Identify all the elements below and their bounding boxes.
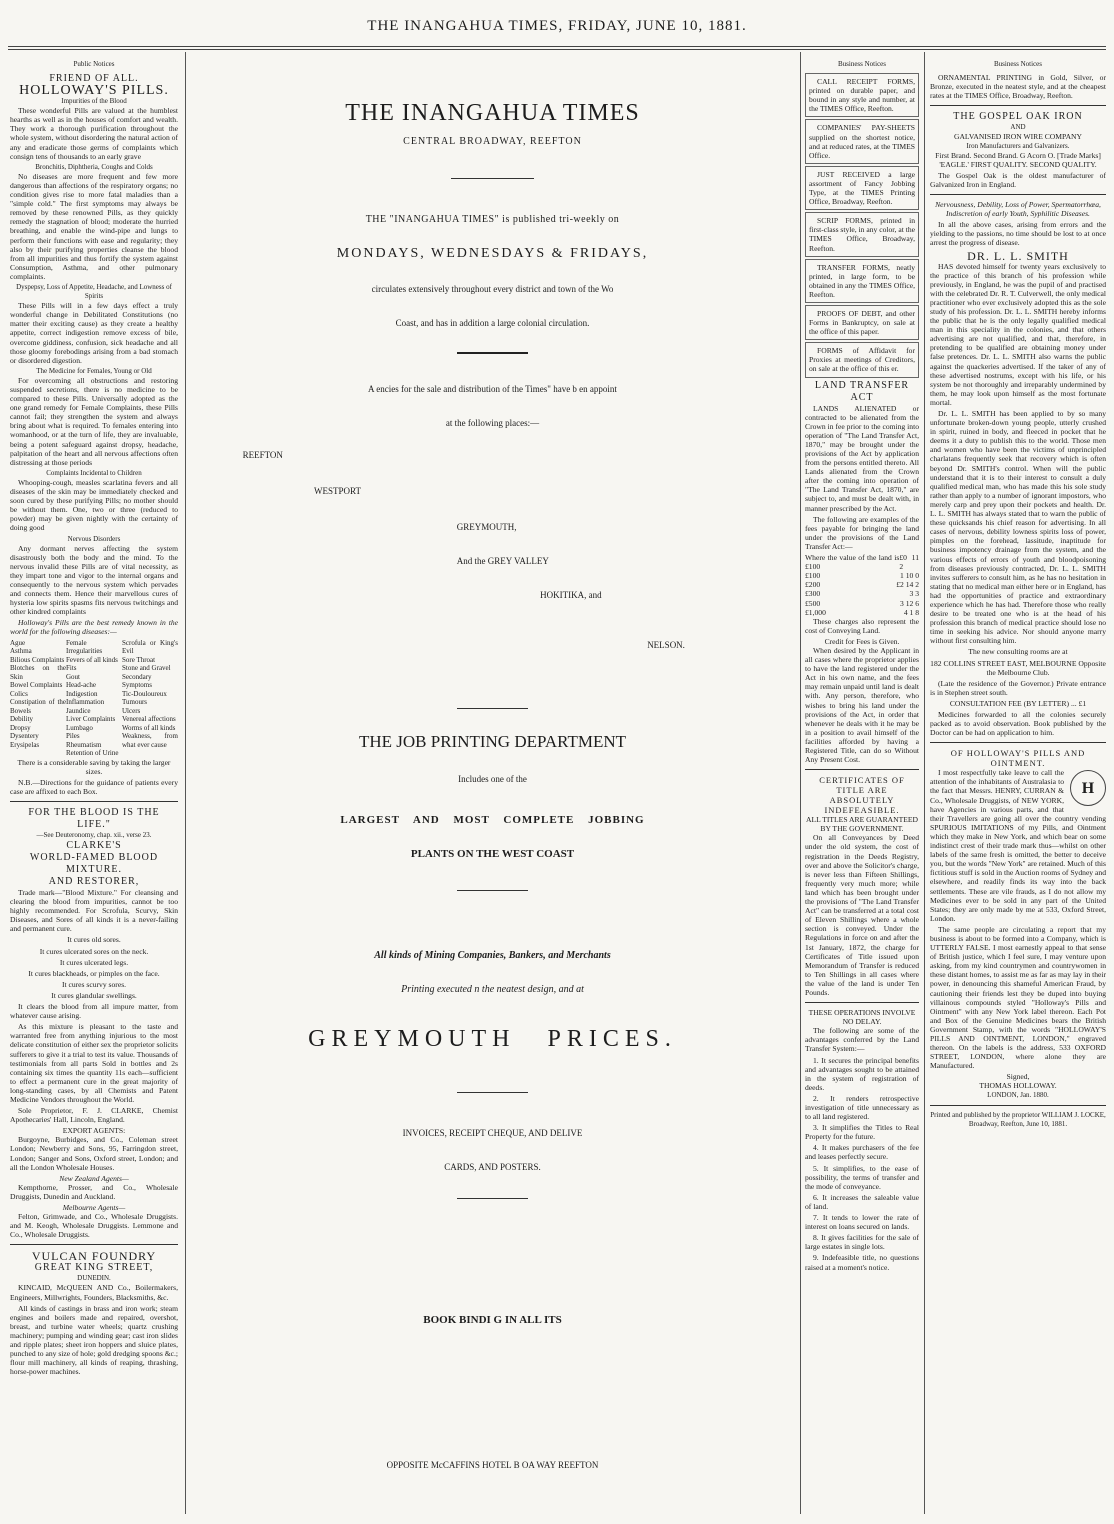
divider bbox=[10, 1244, 178, 1245]
disease-item: Bowel Complaints bbox=[10, 681, 63, 690]
advantage-item: 3. It simplifies the Titles to Real Property for the future. bbox=[805, 1123, 919, 1142]
coast-line: Coast, and has in addition a large colonial circulation. bbox=[395, 318, 590, 328]
holloway-warning bbox=[930, 768, 1106, 925]
fee-row: £300 3 3 bbox=[805, 589, 919, 599]
diseases-col-2 bbox=[66, 639, 122, 758]
certificates-heading: CERTIFICATES OF TITLE ARE ABSOLUTELY INDEFEASIBLE. bbox=[819, 775, 905, 816]
disease-item: Fevers of all kinds bbox=[66, 655, 118, 664]
disease-item: Indigestion bbox=[66, 689, 98, 698]
rooms-line: The new consulting rooms are at bbox=[968, 647, 1068, 657]
disease-item: Debility bbox=[10, 715, 33, 724]
vulcan-city: DUNEDIN. bbox=[77, 1274, 111, 1283]
late-line: (Late the residence of the Governor.) Private entrance is in Stephen street south. bbox=[930, 678, 1106, 697]
disease-item: Colics bbox=[10, 689, 28, 698]
paragraph: No diseases are more frequent and few more dangerous than affections of the respiratory organs; no condition gives rise to more fatal maladies than a "simple cold." The first symptoms may always be removed by these renowned Pills, as they quickly remedy the stagnation of blood; moderate the hurried breathing, and enable the wind-pipe and lungs to perform their functions with ease and regularity; they also by their purifying properties cleanse the blood from all impurities and thus fortify the system against Consumption, Asthma, and other pulmonary complaints. bbox=[10, 171, 178, 281]
cure-item: It cures ulcerated sores on the neck. bbox=[39, 946, 149, 956]
paragraph: The Gospel Oak is the oldest manufacturer of Galvanized Iron in England. bbox=[930, 170, 1106, 189]
disease-item: Worms of all kinds bbox=[122, 723, 176, 732]
advantage-item: 8. It gives facilities for the sale of large estates in single lots. bbox=[805, 1233, 919, 1252]
disease-item: Constipation of the Bowels bbox=[10, 698, 66, 715]
disease-item: Dysentery bbox=[10, 732, 39, 741]
type-notice: JUST RECEIVED a large assortment of Fancy Jobbing Type, at the TIMES Printing Office, Broadway, Reefton. bbox=[805, 166, 919, 210]
fee-row: £200 £2 14 2 bbox=[805, 580, 919, 590]
paragraph: Any dormant nerves affecting the system disastrously both the body and the mind. To the nervous invalid these Pills are of vital necessity, as they impart tone and vigor to the internal organs and consequently to the nervous system which pervades and connects them. Hence their marvellous cures of hysteria low spirits spasms fits nervous twitchings and other kindred complaints bbox=[10, 543, 178, 617]
saving-note: There is a considerable saving by taking the larger sizes. bbox=[17, 757, 171, 776]
paragraph: The following are examples of the fees payable for bringing the land under the provisions of the Land Transfer Act:— bbox=[805, 514, 919, 551]
paragraph: HAS devoted himself for twenty years exclusively to the practice of this branch of his profession while previously, in England, he was the pupil of and practised with the celebrated Dr. R. T. Culverwell, the only medical practitioner who ever exclusively adopted this as the sole study of his profession. Dr. L. L. SMITH hereby informs the public that he is the only legally qualified medical man in this speciality in the colonies, and that others advertising are not qualified, and that, therefore, in pretending to be qualified are obtaining money under false pretences. Dr. L. L. SMITH also warns the public against the quackeries advertised. If the taker of any of these advertised nostrums, except with his life, or his system be not thoroughly and irreparably undermined by them, he may look upon himself as the most fortunate mortal. bbox=[930, 261, 1106, 407]
advantage-item: 5. It simplifies, to the ease of possibility, the terms of transfer and the mode of conveyance. bbox=[805, 1163, 919, 1191]
column-heading: Business Notices bbox=[837, 60, 887, 68]
disease-item: Ulcers bbox=[122, 706, 141, 715]
disease-item: Tic-Douloureux bbox=[122, 689, 167, 698]
column-heading: Business Notices bbox=[993, 60, 1043, 68]
right-column bbox=[930, 60, 1106, 1510]
diseases-col-3 bbox=[122, 639, 178, 758]
melb-agents-heading: Melbourne Agents— bbox=[62, 1203, 126, 1212]
plants-line: PLANTS ON THE WEST COAST bbox=[410, 848, 575, 860]
friend-heading: FRIEND OF ALL. bbox=[49, 73, 139, 85]
paragraph: All kinds of castings in brass and iron work; steam engines and boilers made and repaired, overshot, breast, and turbine water wheels; quartz crushing machinery; pumping and winding gear; cast iron slides and ripple plates; sheet iron hoppers and sluice plates, punched to any size of hole; gold dredging spoons &c.; flour mill machinery, all kinds of reaping, thrashing, horse-power machines. bbox=[10, 1303, 178, 1377]
fee-row: Where the value of the land is £100 £0 11 2 bbox=[805, 553, 919, 572]
paragraph: Trade mark—"Blood Mixture." For cleansing and clearing the blood from impurities, cannot be too highly recommended. For Scrofula, Scurvy, Skin Diseases, and Sores of all kinds it is a never-failing and permanent cure. bbox=[10, 888, 178, 934]
advantage-item: 2. It renders retrospective investigation of title unnecessary as to all land registered. bbox=[805, 1093, 919, 1122]
place-item: REEFTON bbox=[242, 450, 283, 460]
paragraph: For overcoming all obstructions and restoring suspended secretions, there is no medicine to be compared to these Pills. Universally adopted as the one grand remedy for Female Complaints, these Pills cannot fail; they strengthen the system and always bring about what is required. To females entering into womanhood, or at the turn of life, they are invaluable, being a potent safeguard against dropsy, headache, palpitation of the heart and all nervous affections often distressing at those periods bbox=[10, 375, 178, 467]
advantage-item: 9. Indefeasible title, no questions raised at a moment's notice. bbox=[805, 1253, 919, 1272]
divider bbox=[457, 890, 528, 891]
imprint: Printed and published by the proprietor WILLIAM J. LOCKE, Broadway, Reefton, June 10, 1881. bbox=[930, 1110, 1106, 1128]
and-text: AND bbox=[1010, 123, 1026, 132]
nz-agents: Kempthorne, Prosser, and Co., Wholesale Druggists, Dunedin and Auckland. bbox=[10, 1182, 178, 1201]
clarke-heading: CLARKE'S bbox=[66, 840, 122, 851]
masthead-rule-2 bbox=[8, 49, 1106, 50]
paper-title: THE INANGAHUA TIMES bbox=[345, 100, 640, 126]
clarke-heading-2: WORLD-FAMED BLOOD MIXTURE. bbox=[29, 852, 159, 875]
export-heading: EXPORT AGENTS: bbox=[62, 1126, 126, 1136]
disease-item: Jaundice bbox=[66, 706, 91, 715]
disease-item: Gout bbox=[66, 672, 80, 681]
iron-text: Iron Manufacturers and Galvanizers. bbox=[966, 141, 1070, 150]
fee-row: £1,000 4 1 8 bbox=[805, 607, 919, 617]
circulation-line: circulates extensively throughout every district and town of the Wo bbox=[371, 284, 614, 294]
paragraph: Dr. L. L. SMITH has been applied to by so many unfortunate broken-down young people, utterly crushed in spirit, ruined in body, and fleeced in pocket that he deems it a duty to publish this to the world. Those men and women who have been the victims of unprincipled charlatans frequently seek that recovery which is often beyond Dr. SMITH's control. When will the public understand that it is to their interest to consult a duly qualified medical man, who has made this his sole study rather than apply to a number of ignorant impostors, who merely carp and prey upon their pockets and health. Dr. L. L. SMITH has always stated that to warn the public of these quicksands his chief reason for advertising. In all cases of nervous, debility lowness spirits loss of power, pimples on the forehead, lassitude, inaptitude for business impotency drainage from the system, and the various effects of errors of youth and bloodpoisoning from diseases previously contracted, Dr. L. L. SMITH invites sufferers to consult him, as he has no hesitation in stating that no medical man either here or in England, has had the opportunities of practice and extraordinary experience which he has had. Therefore those who really desire to be treated one who is at the head of his profession this branch of medical practice should lose no time in seeking his advice. Nor should anyone marry without first consulting him. bbox=[930, 409, 1106, 646]
fee-line: CONSULTATION FEE (BY LETTER) ... £1 bbox=[949, 698, 1087, 708]
paragraph: When desired by the Applicant in all cases where the proprietor applies to have the land registered under the Act in his own name, and the fees may remain unpaid until land is dealt with. Any person, therefore, who wishes to bring his land under the provisions of the Act, in order that whenever he deals with it he may be in a position to avail himself of the facilities afforded by having a Registered Title, can do so Without Any Present Cost. bbox=[805, 645, 919, 765]
affidavit-notice: FORMS of Affidavit for Proxies at meetings of Creditors, on sale at the office of this er. bbox=[805, 342, 919, 377]
blood-life-heading: FOR THE BLOOD IS THE LIFE." bbox=[28, 806, 160, 830]
advantage-item: 1. It secures the principal benefits and advantages sought to be attained in the system of registration of deeds. bbox=[805, 1055, 919, 1092]
call-receipt-notice: CALL RECEIPT FORMS, printed on durable paper, and bound in any style and number, at the TIMES Office, Reefton. bbox=[805, 73, 919, 117]
ornamental-notice: ORNAMENTAL PRINTING in Gold, Silver, or Bronze, executed in the neatest style, and at the cheapest rates at the TIMES Office, Broadway, Reefton. bbox=[930, 73, 1106, 101]
cure-item: It cures ulcerated legs. bbox=[59, 957, 129, 967]
operations-heading: THESE OPERATIONS INVOLVE NO DELAY. bbox=[808, 1008, 916, 1027]
kincaid: KINCAID, McQUEEN AND Co., Boilermakers, Engineers, Millwrights, Founders, Blacksmiths, &c. bbox=[10, 1283, 178, 1302]
fees-note: These charges also represent the cost of Conveying Land. bbox=[805, 616, 919, 635]
divider bbox=[457, 352, 528, 354]
column-divider bbox=[924, 52, 925, 1514]
disease-item: Fits bbox=[66, 664, 77, 673]
subheading: The Medicine for Females, Young or Old bbox=[36, 366, 152, 375]
disease-item: Venereal affections bbox=[122, 715, 176, 724]
disease-item: Lumbago bbox=[66, 723, 93, 732]
brands-text: First Brand. Second Brand. G Acorn O. [Trade Marks] 'EAGLE.' FIRST QUALITY. SECOND QUALITY. bbox=[935, 150, 1101, 169]
neatest-line: Printing executed n the neatest design, and at bbox=[401, 984, 584, 995]
fee-row: £500 3 12 6 bbox=[805, 598, 919, 608]
place-item: NELSON. bbox=[647, 640, 685, 650]
cure-item: It cures old sores. bbox=[67, 935, 121, 945]
divider bbox=[451, 178, 534, 179]
diseases-list bbox=[10, 639, 178, 758]
nb-note: N.B.—Directions for the guidance of patients every case are affixed to each Box. bbox=[10, 777, 178, 796]
divider bbox=[930, 194, 1106, 195]
disease-item: Rheumatism bbox=[66, 740, 102, 749]
subheading: Complaints Incidental to Children bbox=[46, 468, 142, 477]
mining-line: All kinds of Mining Companies, Bankers, and Merchants bbox=[374, 950, 611, 961]
paragraph: In all the above cases, arising from errors and the yielding to the passions, no time should be lost to at once arrest the progress of disease. bbox=[930, 220, 1106, 248]
disease-item: Scrofula or King's Evil bbox=[122, 638, 178, 656]
disease-item: Ague bbox=[10, 638, 26, 647]
subheading: Impurities of the Blood bbox=[61, 97, 127, 106]
agents: Burgoyne, Burbidges, and Co., Coleman street London; Newberry and Sons, 95, Farringdon street, London; Sanger and Sons, Oxford street, London; and all the London Wholesale Houses. bbox=[10, 1135, 178, 1172]
disease-item: Retention of Urine bbox=[66, 749, 119, 758]
galvanised-heading: GALVANISED IRON WIRE COMPANY bbox=[953, 132, 1083, 142]
transfer-forms-notice: TRANSFER FORMS, neatly printed, in large form, to be obtained in any the TIMES Office, Reefton. bbox=[805, 259, 919, 303]
advantage-item: 7. It tends to lower the rate of interest on loans secured on lands. bbox=[805, 1213, 919, 1232]
smith-heading: DR. L. L. SMITH bbox=[967, 248, 1069, 263]
nervousness-heading: Nervousness, Debility, Loss of Power, Spermatorrhœa, Indiscretion of early Youth, Syphilitic Diseases. bbox=[935, 200, 1101, 219]
paragraph: Whooping-cough, measles scarlatina fevers and all diseases of the skin may be immediately checked and soon cured by these purifying Pills; no mother should be without them. One, two or three (reduced to powder) may be given nightly with the certainty of doing good bbox=[10, 477, 178, 533]
paragraph: The following are some of the advantages conferred by the Land Transfer System:— bbox=[805, 1026, 919, 1054]
restorer-heading: AND RESTORER, bbox=[48, 876, 140, 887]
disease-item: Bilious Complaints bbox=[10, 655, 65, 664]
pay-sheets-notice: COMPANIES' PAY-SHEETS supplied on the shortest notice, and at reduced rates, at the TIMES Office. bbox=[805, 119, 919, 163]
publication-days: MONDAYS, WEDNESDAYS & FRIDAYS, bbox=[336, 246, 649, 261]
disease-item: Asthma bbox=[10, 647, 32, 656]
credit-heading: Credit for Fees is Given. bbox=[824, 636, 900, 646]
column-divider bbox=[800, 52, 801, 1514]
holloway-seal-icon: H bbox=[1070, 770, 1106, 806]
invoices-line: INVOICES, RECEIPT CHEQUE, AND DELIVE bbox=[402, 1128, 583, 1138]
masthead-rule bbox=[8, 46, 1106, 47]
disease-item: Liver Complaints bbox=[66, 715, 116, 724]
address-line: 182 COLLINS STREET EAST, MELBOURNE Opposite the Melbourne Club. bbox=[930, 658, 1106, 677]
subheading: Bronchitis, Diphtheria, Coughs and Colds bbox=[35, 162, 153, 171]
places-intro: at the following places:— bbox=[445, 418, 540, 428]
opposite-line: OPPOSITE McCAFFINS HOTEL B OA WAY REEFTON bbox=[386, 1460, 599, 1470]
column-heading: Public Notices bbox=[73, 60, 115, 68]
paper-address: CENTRAL BROADWAY, REEFTON bbox=[403, 136, 582, 147]
disease-item: Stone and Gravel bbox=[122, 664, 171, 673]
deuteronomy: —See Deuteronomy, chap. xii., verse 23. bbox=[36, 830, 152, 839]
book-binding-line: BOOK BINDI G IN ALL ITS bbox=[423, 1314, 562, 1326]
diseases-col-1 bbox=[10, 639, 66, 758]
nz-agents-heading: New Zealand Agents— bbox=[59, 1173, 129, 1183]
scrip-notice: SCRIP FORMS, printed in first-class style, in any color, at the TIMES Office, Broadway, Reefton. bbox=[805, 212, 919, 256]
left-column bbox=[10, 60, 178, 1510]
divider bbox=[457, 1198, 528, 1199]
place-item: GREYMOUTH, bbox=[456, 522, 517, 532]
includes-line: Includes one of the bbox=[458, 774, 527, 784]
greymouth-prices: GREYMOUTH PRICES. bbox=[308, 1026, 677, 1052]
titles-heading: ALL TITLES ARE GUARANTEED BY THE GOVERNMENT. bbox=[806, 815, 918, 834]
vulcan-heading: VULCAN FOUNDRY bbox=[31, 1249, 157, 1264]
proofs-notice: PROOFS OF DEBT, and other Forms in Bankruptcy, on sale at the office of this paper. bbox=[805, 305, 919, 340]
paragraph: As this mixture is pleasant to the taste and warranted free from anything injurious to the most delicate constitution of either sex the proprietor solicits sufferers to give it a trial to test its value. Thousands of testimonials from all parts Sold in bottles and 2s containing six times the quantity 11s each—sufficient to effect a permanent cure in the great majority of long-standing cases, by all Chemists and Patent Medicine Vendors throughout the World. bbox=[10, 1022, 178, 1104]
land-transfer-heading: LAND TRANSFER ACT bbox=[814, 379, 910, 403]
cards-line: CARDS, AND POSTERS. bbox=[444, 1162, 541, 1172]
paragraph: LANDS ALIENATED or contracted to be alienated from the Crown in fee prior to the coming into operation of "The Land Transfer Act, 1870," may be brought under the provisions of the Act by application from the persons entitled thereto. All Lands alienated from the Crown after the coming into operation of "The Land Transfer Act, 1870," are subject to, and must be dealt with, in manner prescribed by the Act. bbox=[805, 403, 919, 513]
holloway-title: HOLLOWAY'S PILLS. bbox=[19, 83, 169, 99]
cure-item: It cures scurvy sores. bbox=[61, 979, 127, 989]
disease-item: Erysipelas bbox=[10, 740, 40, 749]
divider bbox=[457, 1092, 528, 1093]
disease-item: Dropsy bbox=[10, 723, 31, 732]
disease-item: Inflammation bbox=[66, 698, 105, 707]
place-item: WESTPORT bbox=[314, 486, 361, 496]
disease-item: Tumours bbox=[122, 698, 148, 707]
vulcan-street: GREAT KING STREET, bbox=[34, 1262, 154, 1274]
masthead: THE INANGAHUA TIMES, FRIDAY, JUNE 10, 1881. bbox=[367, 18, 747, 34]
signature: THOMAS HOLLOWAY. bbox=[979, 1081, 1057, 1091]
published-line: THE "INANGAHUA TIMES" is published tri-weekly on bbox=[365, 214, 620, 225]
disease-item: Piles bbox=[66, 732, 80, 741]
cure-item: It clears the blood from all impure matter, from whatever cause arising. bbox=[10, 1002, 178, 1021]
disease-item: Sore Throat bbox=[122, 655, 156, 664]
advantage-item: 6. It increases the saleable value of land. bbox=[805, 1192, 919, 1211]
paragraph: On all Conveyances by Deed under the old system, the cost of registration in the Deeds Registry, over and above the Solicitor's charge, is never less than Fifteen Shillings, frequently very much more; while land which has been brought under the provisions of "The Land Transfer Act" can be transferred at a total cost of Eleven Shillings where a whole section is conveyed. Under the Regulations in force on and after the 1st January, 1872, the charge for Certificates of Title issued upon Memorandum of Transfer is reduced to Ten Shillings in all cases where the value of the land is under Ten Pounds. bbox=[805, 833, 919, 997]
advantage-item: 4. It makes purchasers of the fee and leases perfectly secure. bbox=[805, 1143, 919, 1162]
proprietor: Sole Proprietor, F. J. CLARKE, Chemist Apothecaries' Hall, Lincoln, England. bbox=[10, 1106, 178, 1125]
diseases-intro: Holloway's Pills are the best remedy known in the world for the following diseases:— bbox=[10, 618, 178, 637]
disease-item: Blotches on the Skin bbox=[10, 664, 66, 681]
center-column bbox=[195, 60, 790, 1510]
agencies-line: A encies for the sale and distribution of the Times" have b en appoint bbox=[368, 384, 617, 394]
divider bbox=[805, 769, 919, 770]
column-divider bbox=[185, 52, 186, 1514]
divider bbox=[10, 801, 178, 802]
place-item: HOKITIKA, and bbox=[540, 590, 602, 600]
business-notices-column bbox=[805, 60, 919, 1510]
holloway-warning-heading: OF HOLLOWAY'S PILLS AND OINTMENT. bbox=[950, 748, 1086, 769]
medicines-line: Medicines forwarded to all the colonies securely packed as to avoid observation. Book published by the Doctor can be had on application to him. bbox=[930, 710, 1106, 738]
divider bbox=[930, 742, 1106, 743]
disease-item: Weakness, from what ever cause bbox=[122, 732, 178, 749]
paragraph: These Pills will in a few days effect a truly wonderful change in Debilitated Constitutions (no matter their exciting cause) as they create a healthy appetite, correct indigestion remove excess of bile, overcome giddiness, confusion, sick headache and all those gloomy forebodings arising from a bad stomach or disordered digestion. bbox=[10, 301, 178, 365]
divider bbox=[930, 105, 1106, 106]
cure-item: It cures blackheads, or pimples on the face. bbox=[28, 968, 160, 978]
gospel-oak-heading: THE GOSPEL OAK IRON bbox=[953, 111, 1083, 123]
place-item: And the GREY VALLEY bbox=[456, 556, 549, 566]
disease-item: Female Irregularities bbox=[66, 638, 103, 656]
divider bbox=[930, 1105, 1106, 1106]
date-line: LONDON, Jan. 1880. bbox=[987, 1090, 1049, 1099]
subheading: Dyspepsy, Loss of Appetite, Headache, and Lowness of Spirits bbox=[16, 282, 172, 301]
job-heading: THE JOB PRINTING DEPARTMENT bbox=[358, 732, 627, 751]
cure-item: It cures glandular swellings. bbox=[51, 990, 137, 1000]
divider bbox=[805, 1002, 919, 1003]
largest-line: LARGEST AND MOST COMPLETE JOBBING bbox=[340, 814, 645, 826]
paragraph: The same people are circulating a report that my business is about to be formed into a Company, which is UTTERLY FALSE. I most earnestly appeal to that sense of British justice, which I feel sure, I may venture upon asking, from my kind countrymen and countrywomen in these distant homes, to assist me as far as may lay in their power, in denouncing this shameful American Fraud, by cautioning their friends lest they be duped into buying villainous compounds styled "Holloway's Pills and Ointment" with any New York label thereon. Each Pot and Box of the Genuine Medicines bears the British Government Stamp, with the words "HOLLOWAY'S PILLS AND OINTMENT, LONDON," engraved thereon. On the labels is the address, 533 OXFORD STREET, LONDON, where alone they are Manufactured. bbox=[930, 924, 1106, 1071]
paragraph: These wonderful Pills are valued at the humblest hearths as well as in the houses of comfort and wealth. They work a thorough purification throughout the whole system, without disordering the natural action of any and eradicate those germs of complaints which consign tens of thousands to an early grave bbox=[10, 106, 178, 161]
subheading: Nervous Disorders bbox=[67, 534, 121, 543]
paragraph: I most respectfully take leave to call the attention of the inhabitants of Australasia to the fact that Messrs. HENRY, CURRAN & Co., Wholesale Druggists, of NEW YORK, have Agencies in various parts, and that their Travellers are going all over the country vending SPURIOUS IMITATIONS of my Pills, and Ointment which they make in New York, and which bear on some indistinct crest of their trade mark thus—whilst on other labels of the same fresh is omitted, the better to deceive you, but the words "New York" are retained. Much of this fictitious stuff is sold in the Auction rooms of Sydney and elsewhere, and readily finds its way into the back settlements. These are vile frauds, as I do not allow my Medicines ever to be sold in any part of the United States; they are only made by me at 533, Oxford Street, London. bbox=[930, 768, 1106, 923]
disease-item: Head-ache bbox=[66, 681, 96, 690]
divider bbox=[457, 708, 528, 709]
fee-table bbox=[805, 553, 919, 617]
melb-agents: Felton, Grimwade, and Co., Wholesale Druggists. and M. Keogh, Wholesale Druggists. Lemmone and Co., Wholesale Druggists. bbox=[10, 1212, 178, 1240]
signed-line: Signed, bbox=[1006, 1072, 1030, 1082]
fee-row: £100 1 10 0 bbox=[805, 571, 919, 581]
disease-item: Secondary Symptoms bbox=[122, 672, 152, 690]
